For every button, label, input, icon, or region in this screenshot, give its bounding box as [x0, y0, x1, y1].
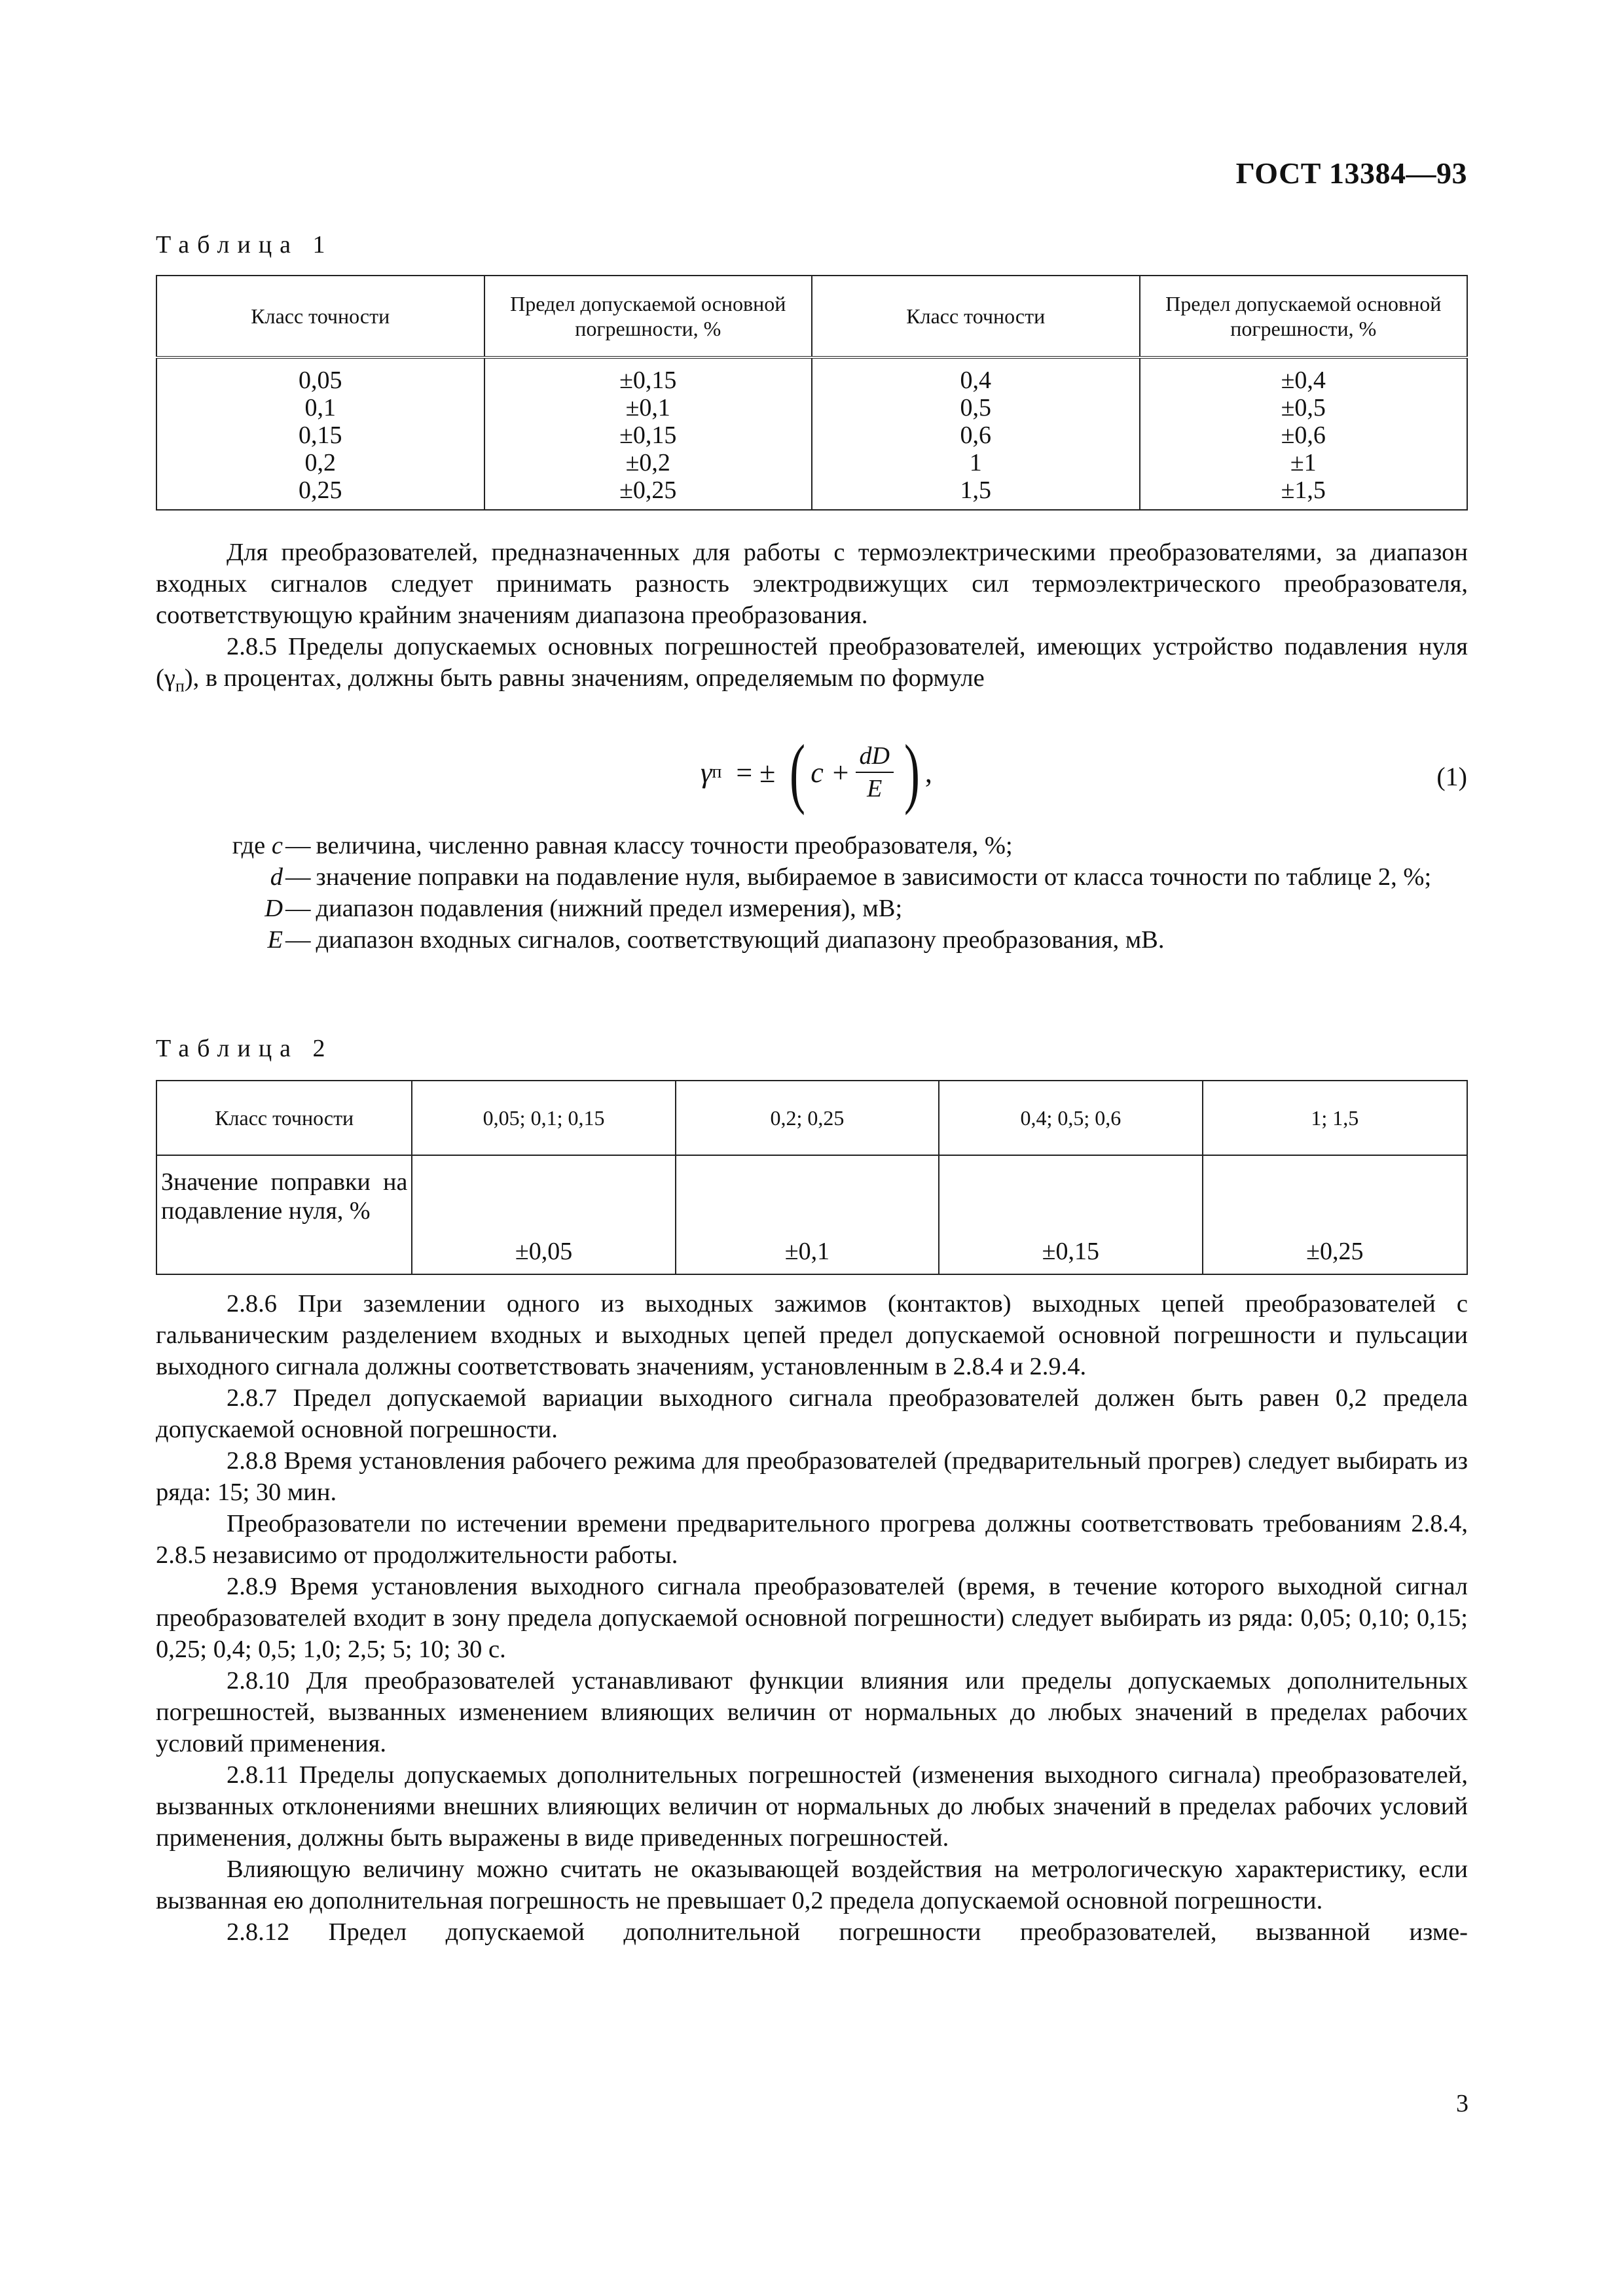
paragraph-2-8-6: 2.8.6 При заземлении одного из выходных зажимов (контактов) выходных цепей преобразователей с гальваническим разделением входных и выходных цепей предел допускаемой основной погрешности и пульсации выходного сигнала должны соответствовать значениям, установленным в 2.8.4 и 2.9.4.: [156, 1290, 1468, 1380]
definition-dash: —: [285, 832, 311, 859]
table1-cell: 0,05: [299, 367, 342, 394]
formula-number: (1): [1436, 762, 1467, 791]
table-1: [156, 275, 1468, 511]
definition-dash: —: [285, 863, 311, 891]
table1-col-error-limit-2: [1140, 357, 1468, 510]
table1-cell: 0,15: [299, 422, 342, 449]
definition-item: [208, 893, 1468, 924]
table1-cell: ±0,25: [619, 476, 677, 504]
paragraph-thermo: Для преобразователей, предназначенных для работы с термоэлектрическими преобразователями, за диапазон входных сигналов следует принимать разность электродвижущих сил термоэлектрического преобразователя, соответствующую крайним значениям диапазона преобразования.: [156, 539, 1468, 629]
table1-header-cell: Предел допускаемой основной погрешности, %: [484, 276, 812, 357]
formula-numerator: dD: [856, 742, 894, 773]
table2-cell: ±0,05: [412, 1155, 675, 1274]
table1-col-error-limit: [484, 357, 812, 510]
page-number: 3: [1456, 2090, 1468, 2117]
paragraph-2-8-9: 2.8.9 Время установления выходного сигнала преобразователей (время, в течение которого выходной сигнал преобразователей входит в зону предела допускаемой основной погрешности) следует выбирать из ряда: 0,05; 0,10; 0,15; 0,25; 0,4; 0,5; 1,0; 2,5; 5; 10; 30 с.: [156, 1573, 1468, 1663]
table2-header-cell: 1; 1,5: [1203, 1081, 1467, 1155]
definition-text: диапазон подавления (нижний предел измерения), мВ;: [316, 895, 903, 922]
table1-cell: ±1,5: [1281, 476, 1326, 504]
body-paragraphs: [156, 1288, 1468, 1948]
table1-cell: ±0,15: [619, 367, 677, 394]
table1-cell: ±0,5: [1281, 394, 1326, 422]
definition-symbol: d: [270, 863, 283, 891]
table1-cell: ±1: [1290, 449, 1317, 476]
table1-cell: ±0,15: [619, 422, 677, 449]
table1-caption: Таблица 1: [156, 231, 333, 259]
definition-text: диапазон входных сигналов, соответствующий диапазону преобразования, мВ.: [316, 926, 1165, 954]
definition-symbol: E: [267, 926, 283, 954]
intro-text: [156, 537, 1468, 702]
table1-cell: ±0,6: [1281, 422, 1326, 449]
table2-row-label: Значение поправки на подавление нуля, %: [156, 1155, 412, 1274]
formula-tail: ,: [924, 756, 932, 789]
table2-header-row: [156, 1081, 1467, 1155]
definition-text: значение поправки на подавление нуля, выбираемое в зависимости от класса точности по таблице 2, %;: [316, 863, 1432, 891]
table1-cell: ±0,4: [1281, 367, 1326, 394]
paragraph-warmup: Преобразователи по истечении времени предварительного прогрева должны соответствовать требованиям 2.8.4, 2.8.5 независимо от продолжительности работы.: [156, 1510, 1468, 1569]
table1-cell: ±0,2: [625, 449, 670, 476]
table2-header-cell: Класс точности: [156, 1081, 412, 1155]
table1-cell: ±0,1: [625, 394, 670, 422]
table1-col-accuracy-class-2: [812, 357, 1140, 510]
table1-col-accuracy-class: [156, 357, 484, 510]
table1-cell: 0,5: [960, 394, 991, 422]
table2-header-cell: 0,4; 0,5; 0,6: [939, 1081, 1202, 1155]
table1-cell: 0,1: [304, 394, 336, 422]
definition-item: [208, 924, 1468, 956]
formula-eq: = ±: [736, 756, 776, 789]
table1-header-cell: Предел допускаемой основной погрешности, %: [1140, 276, 1468, 357]
definition-symbol: D: [264, 895, 283, 922]
formula-lhs-subscript: п: [712, 762, 722, 782]
table2-cell: ±0,25: [1203, 1155, 1467, 1274]
definition-symbol: где c: [232, 832, 283, 859]
table1-cell: 0,4: [960, 367, 991, 394]
table2-value-row: [156, 1155, 1467, 1274]
formula-lhs: γ: [701, 756, 712, 789]
paragraph-2-8-11: 2.8.11 Пределы допускаемых дополнительных погрешностей (изменения выходного сигнала) преобразователей, вызванных отклонениями внешних влияющих величин от нормальных до любых значений в пределах рабочих условий применения, должны быть выражены в виде приведенных погрешностей.: [156, 1761, 1468, 1852]
paragraph-2-8-5: 2.8.5 Пределы допускаемых основных погрешностей преобразователей, имеющих устройство подавления нуля $(\gamma_п)$, в процентах, должны быть равны значениям, определяемым по формуле: [156, 633, 1468, 696]
table1-cell: 1,5: [960, 476, 991, 504]
document-code-header: ГОСТ 13384—93: [1235, 156, 1467, 190]
table1-cell: 0,6: [960, 422, 991, 449]
table1-cell: 0,2: [304, 449, 336, 476]
table1-header-row: [156, 276, 1467, 357]
formula-c-term: c +: [811, 756, 850, 789]
paragraph-influencing-quantity: Влияющую величину можно считать не оказывающей воздействия на метрологическую характеристику, если вызванная ею дополнительная погрешность не превышает 0,2 предела допускаемой основной погрешности.: [156, 1856, 1468, 1914]
table-2: [156, 1080, 1468, 1275]
definition-text: величина, численно равная классу точности преобразователя, %;: [316, 832, 1013, 859]
definition-item: [208, 861, 1468, 893]
table2-cell: ±0,15: [939, 1155, 1202, 1274]
table2-header-cell: 0,2; 0,25: [676, 1081, 939, 1155]
table1-header-cell: Класс точности: [156, 276, 484, 357]
formula-denominator: E: [867, 775, 883, 802]
table2-header-cell: 0,05; 0,1; 0,15: [412, 1081, 675, 1155]
formula-definitions: [208, 830, 1468, 956]
paragraph-2-8-8: 2.8.8 Время установления рабочего режима для преобразователей (предварительный прогрев) следует выбирать из ряда: 15; 30 мин.: [156, 1447, 1468, 1506]
definition-dash: —: [285, 895, 311, 922]
formula-fraction: [856, 742, 894, 803]
table1-header-cell: Класс точности: [812, 276, 1140, 357]
table1-cell: 1: [969, 449, 982, 476]
definition-dash: —: [285, 926, 311, 954]
definition-item: [208, 830, 1468, 861]
table1-cell: 0,25: [299, 476, 342, 504]
formula-open-paren: (: [790, 728, 806, 816]
table2-caption: Таблица 2: [156, 1035, 333, 1062]
paragraph-2-8-7: 2.8.7 Предел допускаемой вариации выходного сигнала преобразователей должен быть равен 0,2 предела допускаемой основной погрешности.: [156, 1384, 1468, 1443]
paragraph-2-8-10: 2.8.10 Для преобразователей устанавливают функции влияния или пределы допускаемых дополнительных погрешностей, вызванных изменением влияющих величин от нормальных до любых значений в пределах рабочих условий применения.: [156, 1667, 1468, 1757]
formula-1: [701, 726, 932, 818]
table1-body-row: [156, 357, 1467, 510]
paragraph-2-8-12: 2.8.12 Предел допускаемой дополнительной погрешности преобразователей, вызванной изме-: [227, 1918, 1468, 1946]
table2-cell: ±0,1: [676, 1155, 939, 1274]
formula-close-paren: ): [903, 728, 920, 816]
